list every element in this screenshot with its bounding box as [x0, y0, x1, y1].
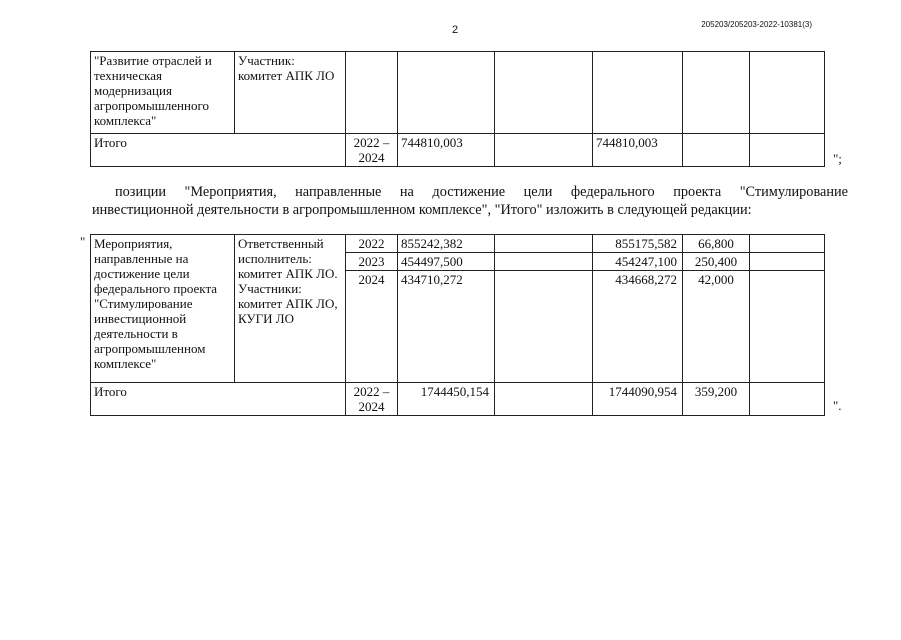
- total-amount-cell: 1744450,154: [398, 383, 495, 416]
- empty-cell: [495, 271, 593, 383]
- table-row: [91, 52, 825, 134]
- empty-cell: [495, 134, 593, 167]
- empty-cell: [750, 383, 825, 416]
- instruction-paragraph: [92, 183, 848, 219]
- regional-amount-cell: 434668,272: [593, 271, 683, 383]
- table-row: [91, 235, 825, 253]
- table-new-wording: [90, 234, 825, 416]
- empty-cell: [398, 52, 495, 134]
- measure-name-cell: Мероприятия, направленные на достижение цели федерального проекта "Стимулирование инвестиционной деятельности в агропромышленном комплексе": [91, 235, 235, 383]
- regional-amount-cell: 744810,003: [593, 134, 683, 167]
- empty-cell: [495, 383, 593, 416]
- closing-quote-1: ";: [833, 151, 842, 166]
- total-amount-cell: 434710,272: [398, 271, 495, 383]
- paragraph-line-2: инвестиционной деятельности в агропромышленном комплексе", "Итого" изложить в следующей редакции:: [92, 202, 752, 218]
- empty-cell: [683, 52, 750, 134]
- empty-cell: [495, 235, 593, 253]
- opening-quote-2: ": [80, 234, 86, 249]
- regional-amount-cell: 454247,100: [593, 253, 683, 271]
- empty-cell: [750, 235, 825, 253]
- responsible-cell: Участник: комитет АПК ЛО: [235, 52, 346, 134]
- empty-cell: [346, 52, 398, 134]
- closing-quote-2: ".: [833, 398, 842, 413]
- local-amount-cell: 42,000: [683, 271, 750, 383]
- empty-cell: [495, 253, 593, 271]
- empty-cell: [495, 52, 593, 134]
- document-id: 205203/205203-2022-10381(3): [701, 20, 812, 29]
- year-cell: 2022: [346, 235, 398, 253]
- responsible-cell: Ответственный исполнитель: комитет АПК ЛО. Участники: комитет АПК ЛО, КУГИ ЛО: [235, 235, 346, 383]
- total-amount-cell: 855242,382: [398, 235, 495, 253]
- table-continuation: [90, 51, 825, 167]
- empty-cell: [750, 134, 825, 167]
- total-label-cell: Итого: [91, 134, 346, 167]
- local-amount-cell: 250,400: [683, 253, 750, 271]
- table-row-total: [91, 383, 825, 416]
- years-cell: 2022 – 2024: [346, 383, 398, 416]
- regional-amount-cell: 855175,582: [593, 235, 683, 253]
- page-number: 2: [452, 24, 459, 36]
- empty-cell: [683, 134, 750, 167]
- empty-cell: [750, 253, 825, 271]
- paragraph-line-1: позиции "Мероприятия, направленные на достижение цели федерального проекта "Стимулирование: [115, 184, 848, 200]
- years-cell: 2022 – 2024: [346, 134, 398, 167]
- total-amount-cell: 454497,500: [398, 253, 495, 271]
- total-amount-cell: 744810,003: [398, 134, 495, 167]
- empty-cell: [750, 271, 825, 383]
- total-label-cell: Итого: [91, 383, 346, 416]
- local-amount-cell: 359,200: [683, 383, 750, 416]
- measure-name-cell: "Развитие отраслей и техническая модернизация агропромышленного комплекса": [91, 52, 235, 134]
- year-cell: 2023: [346, 253, 398, 271]
- year-cell: 2024: [346, 271, 398, 383]
- table-row-total: [91, 134, 825, 167]
- empty-cell: [750, 52, 825, 134]
- empty-cell: [593, 52, 683, 134]
- local-amount-cell: 66,800: [683, 235, 750, 253]
- regional-amount-cell: 1744090,954: [593, 383, 683, 416]
